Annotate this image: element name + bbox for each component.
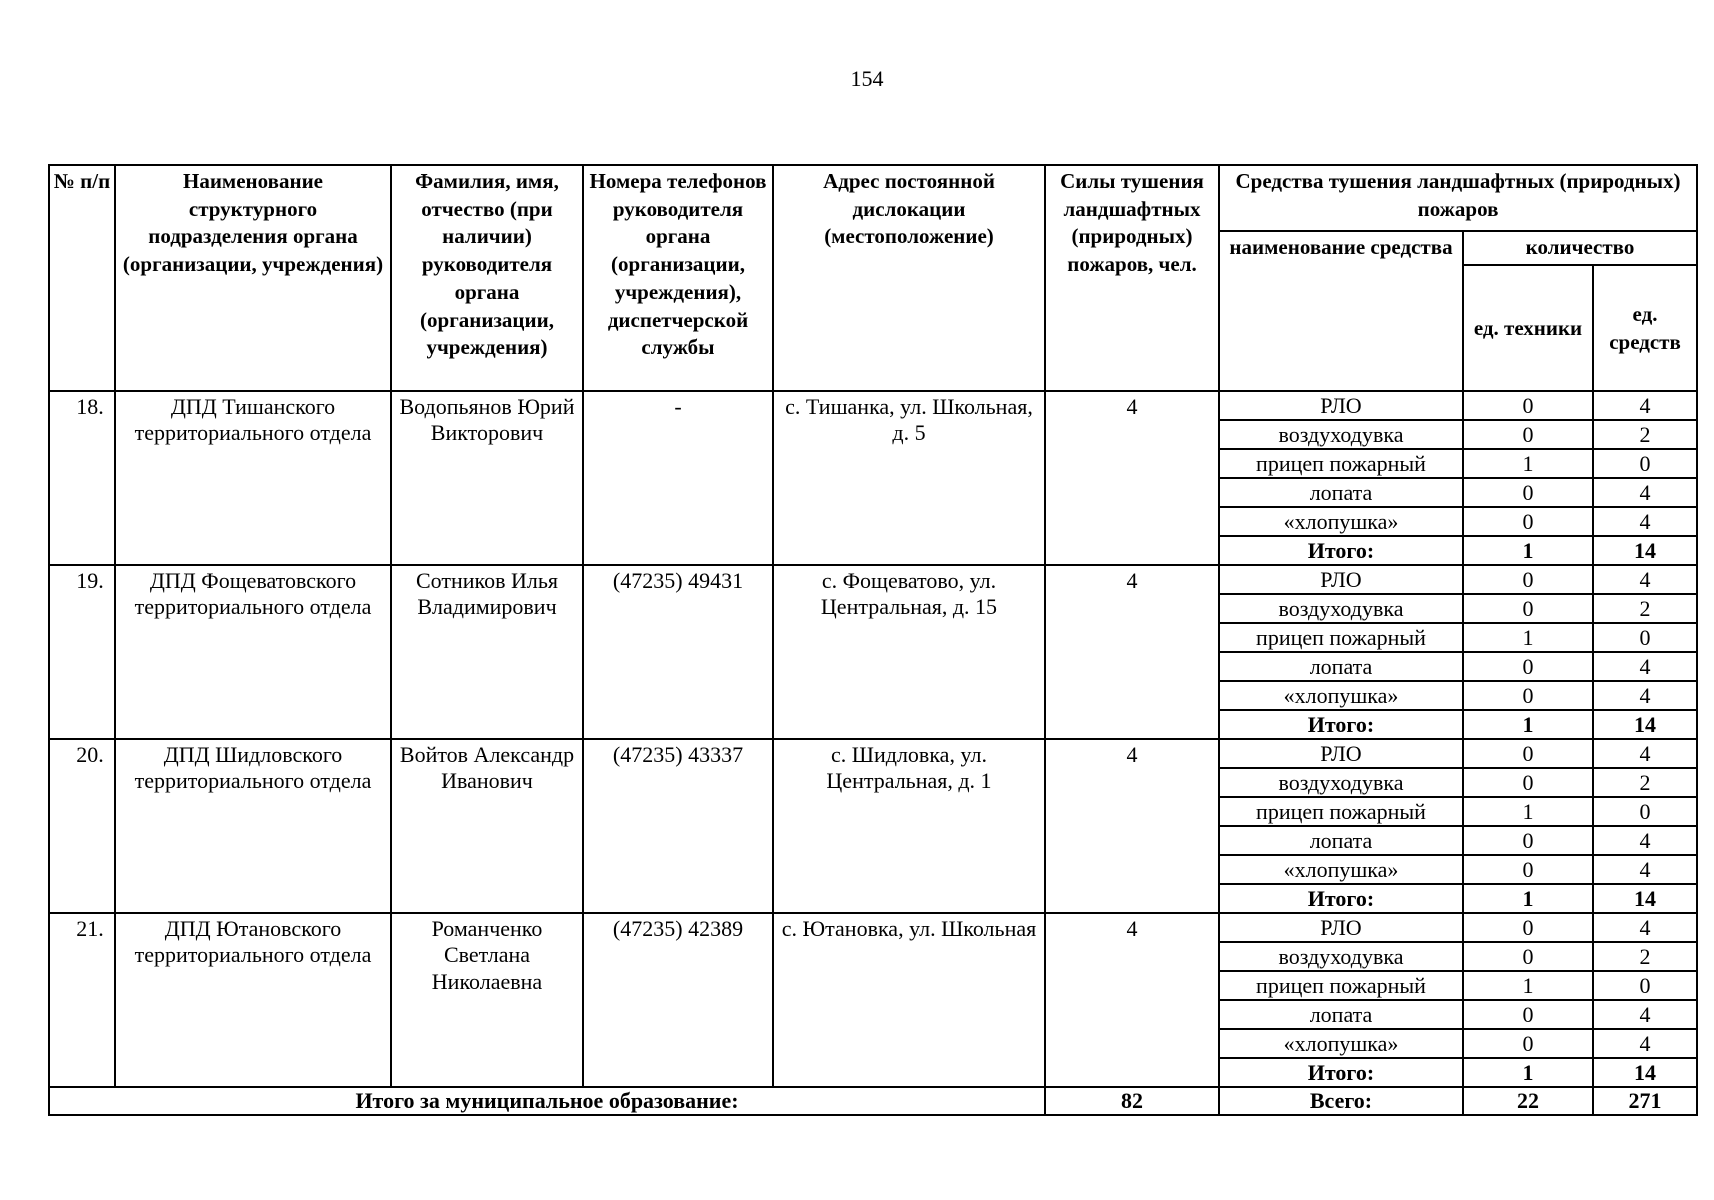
entry-address: с. Шидловка, ул. Центральная, д. 1: [773, 739, 1045, 913]
equipment-name: РЛО: [1219, 739, 1463, 768]
equipment-units-tech: 0: [1463, 507, 1593, 536]
equipment-units-tech: 0: [1463, 391, 1593, 420]
footer-forces-total: 82: [1045, 1087, 1219, 1115]
entry-address: с. Тишанка, ул. Школьная, д. 5: [773, 391, 1045, 565]
entry-forces: 4: [1045, 565, 1219, 739]
equipment-name: РЛО: [1219, 565, 1463, 594]
entry-head-person: Водопьянов Юрий Викторович: [391, 391, 583, 565]
equipment-units-means: 4: [1593, 391, 1697, 420]
entry-num: 21.: [49, 913, 115, 1087]
equipment-units-means: 0: [1593, 971, 1697, 1000]
equipment-units-tech: 0: [1463, 1000, 1593, 1029]
equipment-units-tech: 0: [1463, 478, 1593, 507]
equipment-units-tech: 1: [1463, 710, 1593, 739]
equipment-units-means: 4: [1593, 565, 1697, 594]
entry-address: с. Фощеватово, ул. Центральная, д. 15: [773, 565, 1045, 739]
equipment-units-tech: 0: [1463, 913, 1593, 942]
equipment-name: «хлопушка»: [1219, 507, 1463, 536]
entry-phone: (47235) 43337: [583, 739, 773, 913]
equipment-name: прицеп пожарный: [1219, 797, 1463, 826]
entry-forces: 4: [1045, 391, 1219, 565]
entry-unit-name: ДПД Фощеватовского территориального отдела: [115, 565, 391, 739]
equipment-units-tech: 0: [1463, 768, 1593, 797]
entry-forces: 4: [1045, 913, 1219, 1087]
equipment-units-means: 2: [1593, 594, 1697, 623]
equipment-units-tech: 0: [1463, 739, 1593, 768]
equipment-units-means: 4: [1593, 913, 1697, 942]
equipment-name: воздуходувка: [1219, 768, 1463, 797]
fire-means-table: [48, 164, 1698, 1116]
equipment-units-means: 2: [1593, 420, 1697, 449]
entry-head-person: Сотников Илья Владимирович: [391, 565, 583, 739]
equipment-units-tech: 1: [1463, 884, 1593, 913]
equipment-units-means: 0: [1593, 797, 1697, 826]
entry-head-person: Войтов Александр Иванович: [391, 739, 583, 913]
equipment-units-means: 4: [1593, 681, 1697, 710]
equipment-name: воздуходувка: [1219, 420, 1463, 449]
equipment-name: РЛО: [1219, 913, 1463, 942]
equipment-units-tech: 0: [1463, 942, 1593, 971]
equipment-name: воздуходувка: [1219, 942, 1463, 971]
equipment-units-tech: 1: [1463, 536, 1593, 565]
equipment-units-tech: 1: [1463, 797, 1593, 826]
header-units-tech: ед. техники: [1463, 265, 1593, 391]
header-units-means: ед. средств: [1593, 265, 1697, 391]
equipment-name: Итого:: [1219, 710, 1463, 739]
equipment-name: прицеп пожарный: [1219, 449, 1463, 478]
equipment-name: лопата: [1219, 478, 1463, 507]
equipment-name: «хлопушка»: [1219, 681, 1463, 710]
equipment-units-tech: 0: [1463, 681, 1593, 710]
equipment-units-means: 14: [1593, 710, 1697, 739]
page-number: 154: [850, 66, 884, 91]
equipment-name: лопата: [1219, 652, 1463, 681]
entry-phone: (47235) 42389: [583, 913, 773, 1087]
equipment-name: Итого:: [1219, 1058, 1463, 1087]
entry-phone: (47235) 49431: [583, 565, 773, 739]
footer-label: Итого за муниципальное образование:: [49, 1087, 1045, 1115]
table-row: [49, 913, 1697, 942]
header-head-person: Фамилия, имя, отчество (при наличии) руководителя органа (организации, учреждения): [391, 165, 583, 391]
footer-tech-total: 22: [1463, 1087, 1593, 1115]
equipment-units-tech: 1: [1463, 971, 1593, 1000]
equipment-name: прицеп пожарный: [1219, 971, 1463, 1000]
equipment-units-means: 14: [1593, 536, 1697, 565]
equipment-units-tech: 1: [1463, 449, 1593, 478]
equipment-units-means: 4: [1593, 1029, 1697, 1058]
equipment-units-means: 4: [1593, 826, 1697, 855]
entry-num: 19.: [49, 565, 115, 739]
header-means: Средства тушения ландшафтных (природных) пожаров: [1219, 165, 1697, 231]
equipment-units-tech: 0: [1463, 826, 1593, 855]
equipment-units-means: 0: [1593, 449, 1697, 478]
entry-num: 18.: [49, 391, 115, 565]
footer-means-total: 271: [1593, 1087, 1697, 1115]
footer-total-label: Всего:: [1219, 1087, 1463, 1115]
table-row: [49, 565, 1697, 594]
footer-row: [49, 1087, 1697, 1115]
equipment-units-means: 4: [1593, 507, 1697, 536]
equipment-units-means: 2: [1593, 942, 1697, 971]
equipment-name: лопата: [1219, 1000, 1463, 1029]
entry-address: с. Ютановка, ул. Школьная: [773, 913, 1045, 1087]
equipment-units-means: 0: [1593, 623, 1697, 652]
equipment-units-means: 4: [1593, 855, 1697, 884]
equipment-units-tech: 0: [1463, 594, 1593, 623]
header-means-name: наименование средства: [1219, 231, 1463, 391]
equipment-units-tech: 0: [1463, 420, 1593, 449]
equipment-units-tech: 0: [1463, 1029, 1593, 1058]
equipment-units-tech: 0: [1463, 652, 1593, 681]
header-quantity: количество: [1463, 231, 1697, 265]
table-row: [49, 739, 1697, 768]
equipment-units-tech: 0: [1463, 855, 1593, 884]
equipment-units-means: 4: [1593, 478, 1697, 507]
header-num: № п/п: [49, 165, 115, 391]
equipment-units-means: 4: [1593, 739, 1697, 768]
header-row-1: [49, 165, 1697, 231]
equipment-name: Итого:: [1219, 884, 1463, 913]
equipment-name: «хлопушка»: [1219, 855, 1463, 884]
entry-phone: -: [583, 391, 773, 565]
entry-unit-name: ДПД Тишанского территориального отдела: [115, 391, 391, 565]
equipment-units-means: 14: [1593, 884, 1697, 913]
header-address: Адрес постоянной дислокации (местоположение): [773, 165, 1045, 391]
equipment-units-means: 2: [1593, 768, 1697, 797]
equipment-units-means: 4: [1593, 1000, 1697, 1029]
header-forces: Силы тушения ландшафтных (природных) пожаров, чел.: [1045, 165, 1219, 391]
equipment-name: «хлопушка»: [1219, 1029, 1463, 1058]
header-unit-name: Наименование структурного подразделения органа (организации, учреждения): [115, 165, 391, 391]
table-row: [49, 391, 1697, 420]
equipment-units-means: 4: [1593, 652, 1697, 681]
equipment-name: РЛО: [1219, 391, 1463, 420]
equipment-units-means: 14: [1593, 1058, 1697, 1087]
equipment-name: лопата: [1219, 826, 1463, 855]
entry-head-person: Романченко Светлана Николаевна: [391, 913, 583, 1087]
header-phones: Номера телефонов руководителя органа (организации, учреждения), диспетчерской службы: [583, 165, 773, 391]
equipment-units-tech: 1: [1463, 623, 1593, 652]
entry-num: 20.: [49, 739, 115, 913]
equipment-name: прицеп пожарный: [1219, 623, 1463, 652]
equipment-units-tech: 0: [1463, 565, 1593, 594]
entry-unit-name: ДПД Ютановского территориального отдела: [115, 913, 391, 1087]
equipment-name: воздуходувка: [1219, 594, 1463, 623]
equipment-name: Итого:: [1219, 536, 1463, 565]
equipment-units-tech: 1: [1463, 1058, 1593, 1087]
entry-forces: 4: [1045, 739, 1219, 913]
entry-unit-name: ДПД Шидловского территориального отдела: [115, 739, 391, 913]
table-body: [49, 391, 1697, 1087]
